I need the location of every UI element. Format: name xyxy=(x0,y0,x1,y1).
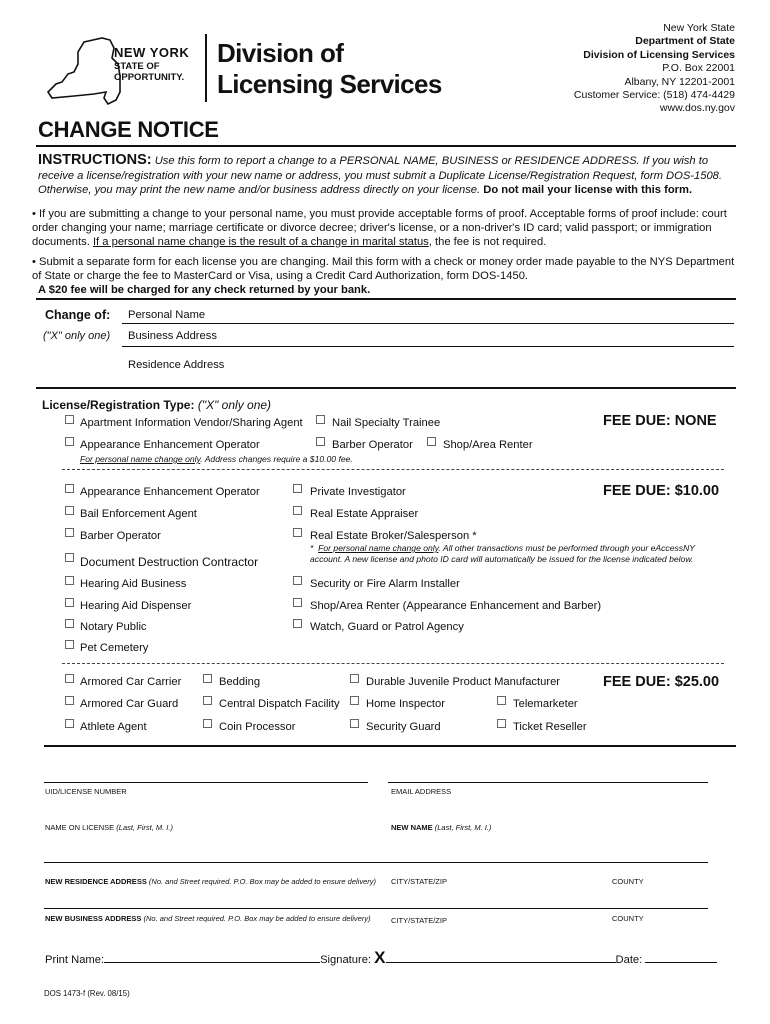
group-separator xyxy=(62,469,724,470)
checkbox[interactable] xyxy=(497,719,506,728)
signature-label: Signature: xyxy=(320,954,372,966)
checkbox[interactable] xyxy=(427,437,436,446)
checkbox[interactable] xyxy=(293,598,302,607)
section-rule xyxy=(36,298,736,300)
license-armored-car-carrier: Armored Car Carrier xyxy=(80,676,182,688)
checkbox[interactable] xyxy=(65,437,74,446)
name-line[interactable] xyxy=(44,862,708,863)
license-private-investigator: Private Investigator xyxy=(310,486,406,498)
checkbox[interactable] xyxy=(316,415,325,424)
checkbox[interactable] xyxy=(293,528,302,537)
agency-address xyxy=(574,22,735,116)
checkbox[interactable] xyxy=(350,674,359,683)
license-shop-area-renter: Shop/Area Renter xyxy=(443,439,533,451)
fee-none-note: For personal name change only. Address changes require a $10.00 fee. xyxy=(80,454,353,464)
checkbox[interactable] xyxy=(293,619,302,628)
checkbox[interactable] xyxy=(65,696,74,705)
change-option-line xyxy=(122,346,734,347)
checkbox[interactable] xyxy=(65,640,74,649)
checkbox[interactable] xyxy=(203,674,212,683)
checkbox[interactable] xyxy=(293,484,302,493)
logo-state-of: STATE OF xyxy=(114,61,160,72)
license-pet-cemetery: Pet Cemetery xyxy=(80,642,149,654)
bullet-name-change-proof: • If you are submitting a change to your personal name, you must provide acceptable forms of proof. Acceptable forms of proof include: court order changing your name; marriage certificate or divorce decree; driver's license, or a non-driver's ID card; valid passport; or immigration documents. If a personal name change is the result of a change in marital status, the fee is not required. xyxy=(32,208,727,248)
fee-due-ten: FEE DUE: $10.00 xyxy=(603,483,720,499)
change-option-business-address[interactable]: Business Address xyxy=(128,330,217,342)
fee-due-none: FEE DUE: NONE xyxy=(603,413,717,429)
license-real-estate-broker: Real Estate Broker/Salesperson * xyxy=(310,530,477,542)
license-shop-area-renter: Shop/Area Renter (Appearance Enhancement and Barber) xyxy=(310,600,602,612)
name-on-license-label: NAME ON LICENSE (Last, First, M. I.) xyxy=(45,823,173,832)
checkbox[interactable] xyxy=(65,576,74,585)
group-separator xyxy=(62,663,724,664)
change-of-label: Change of: xyxy=(45,308,111,322)
license-watch-guard-patrol: Watch, Guard or Patrol Agency xyxy=(310,621,464,633)
new-name-label: NEW NAME (Last, First, M. I.) xyxy=(391,823,492,832)
license-durable-juvenile-product-manufacturer: Durable Juvenile Product Manufacturer xyxy=(366,676,561,688)
license-ticket-reseller: Ticket Reseller xyxy=(513,721,587,733)
division-title: Division of Licensing Services xyxy=(217,38,442,99)
address-line: P.O. Box 22001 xyxy=(662,62,735,75)
page-title: CHANGE NOTICE xyxy=(38,117,219,142)
city-state-zip-label: CITY/STATE/ZIP xyxy=(391,916,447,925)
change-option-personal-name[interactable]: Personal Name xyxy=(128,309,206,321)
license-security-guard: Security Guard xyxy=(366,721,441,733)
print-name-line[interactable] xyxy=(104,951,320,963)
checkbox[interactable] xyxy=(65,598,74,607)
new-business-label: NEW BUSINESS ADDRESS (No. and Street required. P.O. Box may be added to ensure delivery) xyxy=(45,914,371,923)
checkbox[interactable] xyxy=(293,576,302,585)
address-line: New York State xyxy=(663,22,735,34)
section-rule xyxy=(44,745,736,747)
license-barber-operator: Barber Operator xyxy=(332,439,413,451)
license-apartment-vendor: Apartment Information Vendor/Sharing Agent xyxy=(80,417,303,429)
checkbox[interactable] xyxy=(65,528,74,537)
section-rule xyxy=(36,387,736,389)
checkbox[interactable] xyxy=(350,696,359,705)
license-hearing-aid-business: Hearing Aid Business xyxy=(80,578,187,590)
signature-line[interactable] xyxy=(386,951,616,963)
header-divider xyxy=(205,34,207,102)
checkbox[interactable] xyxy=(65,553,74,562)
signature-x-mark: X xyxy=(374,948,386,967)
license-real-estate-appraiser: Real Estate Appraiser xyxy=(310,508,419,520)
license-appearance-enhancement-operator: Appearance Enhancement Operator xyxy=(80,486,260,498)
checkbox[interactable] xyxy=(65,674,74,683)
city-state-zip-label: CITY/STATE/ZIP xyxy=(391,877,447,886)
new-residence-label: NEW RESIDENCE ADDRESS (No. and Street required. P.O. Box may be added to ensure delivery) xyxy=(45,877,376,886)
title-rule xyxy=(36,145,736,147)
residence-line[interactable] xyxy=(44,908,708,909)
email-label: EMAIL ADDRESS xyxy=(391,787,452,796)
address-line: www.dos.ny.gov xyxy=(659,102,735,115)
county-label: COUNTY xyxy=(612,914,644,923)
license-coin-processor: Coin Processor xyxy=(219,721,296,733)
checkbox[interactable] xyxy=(350,719,359,728)
checkbox[interactable] xyxy=(65,484,74,493)
date-label: Date: xyxy=(615,954,643,966)
license-security-fire-alarm-installer: Security or Fire Alarm Installer xyxy=(310,578,460,590)
checkbox[interactable] xyxy=(203,696,212,705)
license-bedding: Bedding xyxy=(219,676,261,688)
license-hearing-aid-dispenser: Hearing Aid Dispenser xyxy=(80,600,192,612)
uid-label: UID/LICENSE NUMBER xyxy=(45,787,127,796)
fee-due-twentyfive: FEE DUE: $25.00 xyxy=(603,674,720,690)
logo-new-york: NEW YORK xyxy=(114,45,190,60)
uid-line[interactable] xyxy=(44,782,368,783)
license-bail-enforcement-agent: Bail Enforcement Agent xyxy=(80,508,197,520)
license-nail-specialty-trainee: Nail Specialty Trainee xyxy=(332,417,441,429)
checkbox[interactable] xyxy=(316,437,325,446)
date-line[interactable] xyxy=(645,951,717,963)
instructions: INSTRUCTIONS: Use this form to report a change to a PERSONAL NAME, BUSINESS or RESIDENCE ADDRESS. If you wish to receive a license/registration with your new name or address, you must submit a Duplicate License/Registration Request, form DOS-1508. Otherwise, you may print the new name and/or business address directly on your license. Do not mail your license with this form. xyxy=(38,152,722,197)
license-type-label: License/Registration Type: ("X" only one) xyxy=(42,398,272,412)
checkbox[interactable] xyxy=(65,415,74,424)
license-document-destruction-contractor: Document Destruction Contractor xyxy=(80,555,259,569)
bullet-separate-form: • Submit a separate form for each license you are changing. Mail this form with a check or money order made payable to the NYS Department of State or charge the fee to MasterCard or Visa, using a Credit Card Authorization, form DOS-1450. A $20 fee will be charged for any check returned by your bank. xyxy=(32,256,735,296)
change-option-residence-address[interactable]: Residence Address xyxy=(128,359,225,371)
address-line: Customer Service: (518) 474-4429 xyxy=(573,89,735,102)
print-name-label: Print Name: xyxy=(45,954,105,966)
address-line: Albany, NY 12201-2001 xyxy=(624,75,735,88)
license-central-dispatch-facility: Central Dispatch Facility xyxy=(219,698,340,710)
checkbox[interactable] xyxy=(65,619,74,628)
logo-opportunity: OPPORTUNITY. xyxy=(114,72,185,83)
checkbox[interactable] xyxy=(203,719,212,728)
checkbox[interactable] xyxy=(65,719,74,728)
signature-row xyxy=(45,948,717,968)
change-of-hint: ("X" only one) xyxy=(43,330,111,342)
email-line[interactable] xyxy=(388,782,708,783)
address-line: Department of State xyxy=(635,35,735,48)
county-label: COUNTY xyxy=(612,877,644,886)
change-option-line xyxy=(122,323,734,324)
checkbox[interactable] xyxy=(497,696,506,705)
fee-ten-note: * For personal name change only. All other transactions must be performed through your eAccessNY account. A new license and photo ID card will automatically be issued for the license indicated below. xyxy=(310,543,696,564)
license-athlete-agent: Athlete Agent xyxy=(80,721,147,733)
license-telemarketer: Telemarketer xyxy=(513,698,578,710)
address-line: Division of Licensing Services xyxy=(583,48,735,61)
license-notary-public: Notary Public xyxy=(80,621,147,633)
license-armored-car-guard: Armored Car Guard xyxy=(80,698,179,710)
license-home-inspector: Home Inspector xyxy=(366,698,445,710)
license-appearance-enhancement-operator: Appearance Enhancement Operator xyxy=(80,439,260,451)
license-barber-operator: Barber Operator xyxy=(80,530,161,542)
form-number: DOS 1473-f (Rev. 08/15) xyxy=(44,989,130,998)
checkbox[interactable] xyxy=(293,506,302,515)
checkbox[interactable] xyxy=(65,506,74,515)
